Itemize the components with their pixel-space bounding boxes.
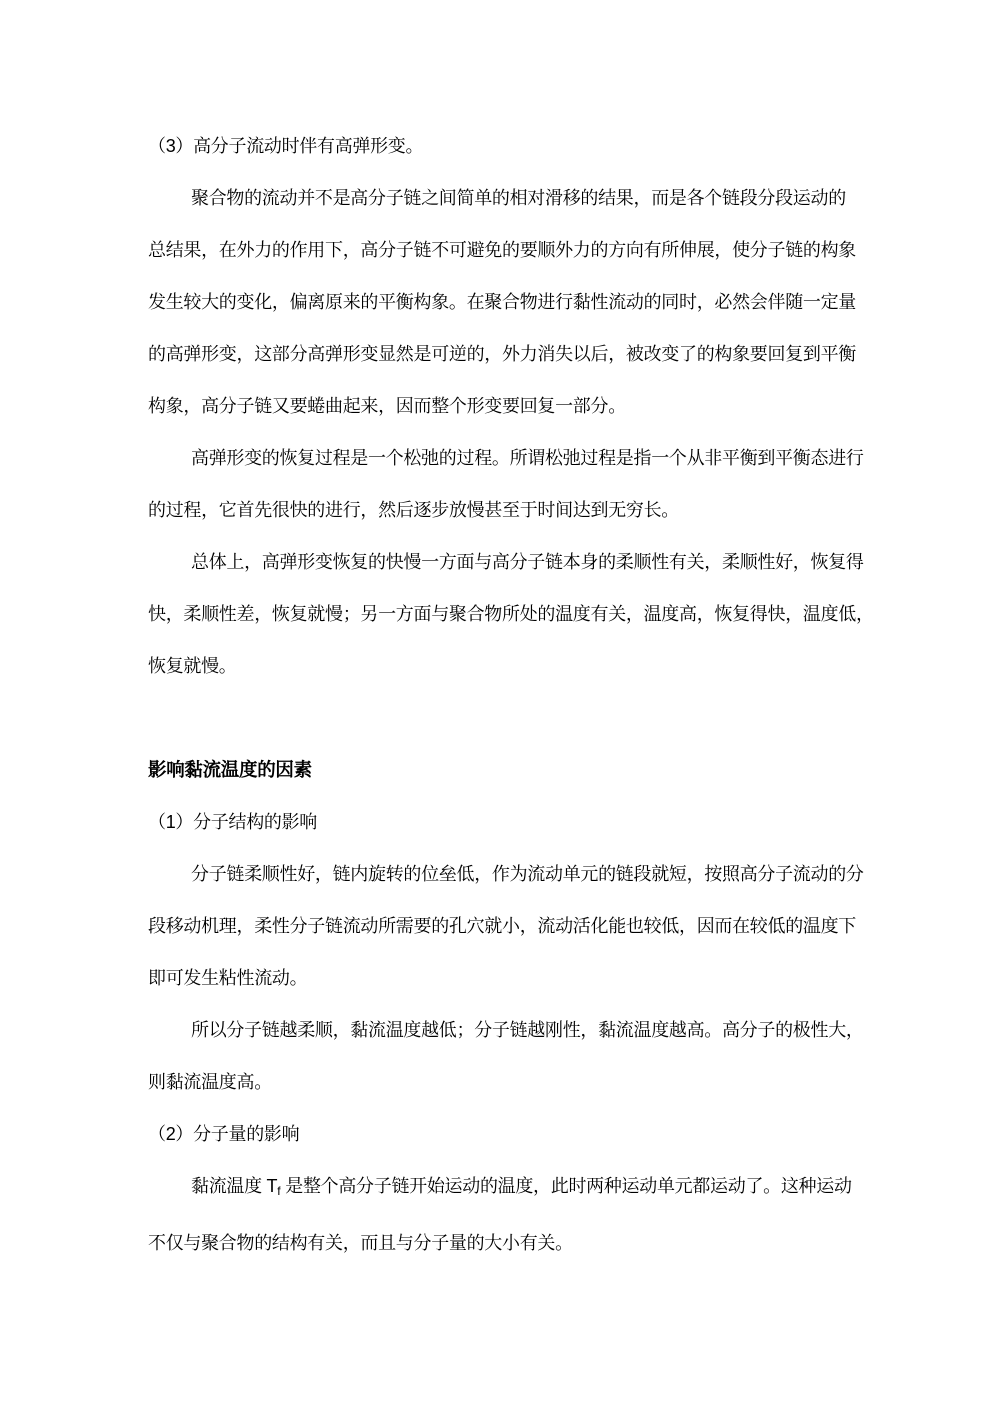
text-line: 发生较大的变化，偏离原来的平衡构象。在聚合物进行黏性流动的同时，必然会伴随一定量: [148, 292, 856, 312]
text-line: 分子链柔顺性好，链内旋转的位垒低，作为流动单元的链段就短，按照高分子流动的分: [191, 864, 864, 884]
text-line: 不仅与聚合物的结构有关，而且与分子量的大小有关。: [148, 1233, 573, 1253]
text-line: 恢复就慢。: [148, 656, 237, 676]
subscript-text: f: [277, 1184, 281, 1198]
text-run: 是整个高分子链开始运动的温度，此时两种运动单元都运动了。这种运动: [280, 1176, 852, 1196]
text-line: [148, 1160, 856, 1217]
text-line: 总结果，在外力的作用下，高分子链不可避免的要顺外力的方向有所伸展，使分子链的构象: [148, 240, 856, 260]
text-run: 黏流温度 T: [191, 1176, 278, 1196]
text-line: 即可发生粘性流动。: [148, 968, 308, 988]
text-line: （3）高分子流动时伴有高弹形变。: [148, 136, 424, 156]
text-line: 的过程，它首先很快的进行，然后逐步放慢甚至于时间达到无穷长。: [148, 500, 679, 520]
text-line: 所以分子链越柔顺，黏流温度越低；分子链越刚性，黏流温度越高。高分子的极性大，: [191, 1020, 864, 1040]
text-line: （2）分子量的影响: [148, 1124, 300, 1144]
text-line: 总体上，高弹形变恢复的快慢一方面与高分子链本身的柔顺性有关，柔顺性好，恢复得: [191, 552, 864, 572]
text-line: 则黏流温度高。: [148, 1072, 272, 1092]
text-line: 聚合物的流动并不是高分子链之间简单的相对滑移的结果，而是各个链段分段运动的: [191, 188, 846, 208]
text-line: 高弹形变的恢复过程是一个松弛的过程。所谓松弛过程是指一个从非平衡到平衡态进行: [191, 448, 864, 468]
text-line: 构象，高分子链又要蜷曲起来，因而整个形变要回复一部分。: [148, 396, 626, 416]
document-body: [148, 120, 874, 1269]
text-line: 的高弹形变，这部分高弹形变显然是可逆的，外力消失以后，被改变了的构象要回复到平衡: [148, 344, 856, 364]
text-line: 段移动机理，柔性分子链流动所需要的孔穴就小，流动活化能也较低，因而在较低的温度下: [148, 916, 856, 936]
section-heading: 影响黏流温度的因素: [148, 759, 312, 780]
text-line: （1）分子结构的影响: [148, 812, 318, 832]
text-line: 快，柔顺性差，恢复就慢；另一方面与聚合物所处的温度有关，温度高，恢复得快，温度低，: [148, 604, 874, 624]
